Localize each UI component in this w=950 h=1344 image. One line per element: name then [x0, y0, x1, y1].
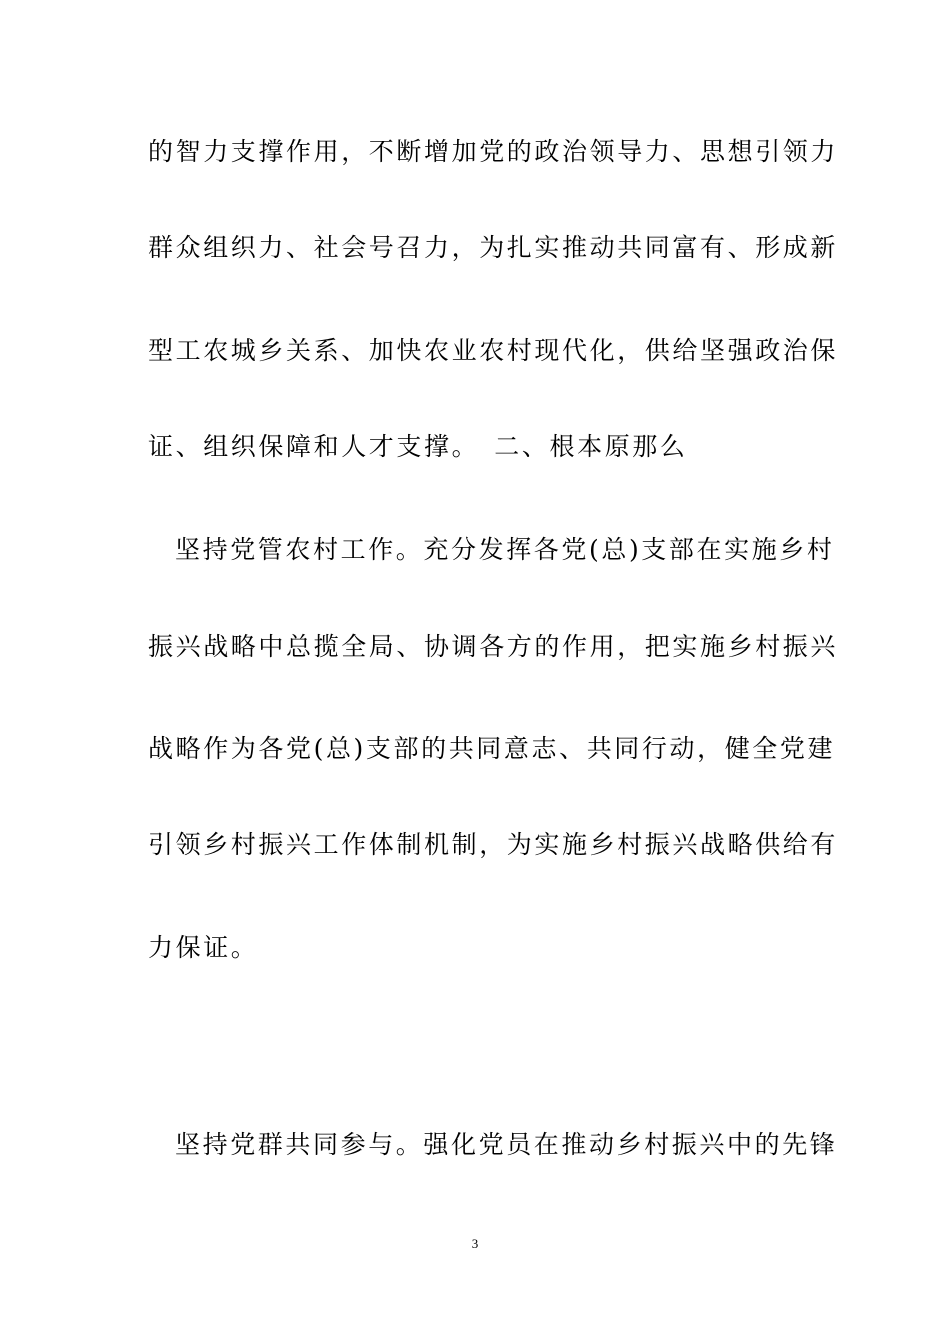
body-text-line: 战略作为各党(总)支部的共同意志、共同行动，健全党建 — [148, 734, 836, 763]
body-text-line: 力保证。 — [148, 933, 259, 962]
body-text-line: 振兴战略中总揽全局、协调各方的作用，把实施乡村振兴 — [148, 632, 839, 661]
paragraph-start-line: 坚持党管农村工作。充分发挥各党(总)支部在实施乡村 — [175, 535, 835, 564]
page-number: 3 — [471, 1236, 479, 1251]
paragraph-start-line: 坚持党群共同参与。强化党员在推动乡村振兴中的先锋 — [175, 1130, 838, 1159]
body-text-line: 引领乡村振兴工作体制机制，为实施乡村振兴战略供给有 — [148, 830, 839, 859]
body-text-line: 群众组织力、社会号召力，为扎实推动共同富有、形成新 — [148, 233, 839, 262]
body-text-line: 证、组织保障和人才支撑。 二、根本原那么 — [148, 432, 688, 461]
body-text-line: 的智力支撑作用，不断增加党的政治领导力、思想引领力 — [148, 137, 839, 166]
body-text-line: 型工农城乡关系、加快农业农村现代化，供给坚强政治保 — [148, 336, 839, 365]
